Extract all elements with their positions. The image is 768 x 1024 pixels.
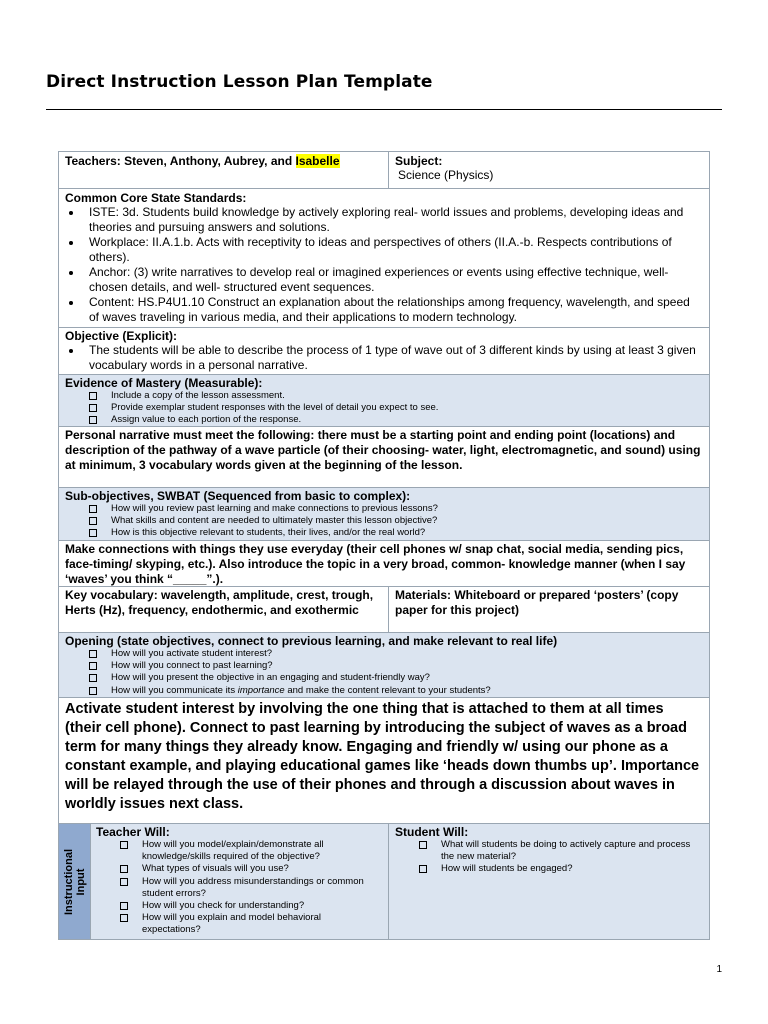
materials-label: Materials: (395, 588, 455, 602)
subobjectives-response-row (59, 540, 709, 586)
list-item: The students will be able to describe the process of 1 type of wave out of 3 different kinds by using at least 3 given vocabulary words in a personal narrative. (65, 343, 703, 373)
list-item: Workplace: II.A.1.b. Acts with receptivity to ideas and perspectives of others (II.A.-b. Respects contributions of others). (65, 235, 703, 265)
list-item: How will you check for understanding? (120, 900, 382, 912)
teachers-cell (59, 152, 389, 188)
opening-list (65, 648, 703, 697)
mastery-row (59, 374, 709, 426)
student-will-cell (389, 824, 709, 939)
side-label-line2: Input (74, 868, 87, 895)
checkbox-square-icon (419, 841, 427, 849)
checkbox-square-icon (120, 878, 128, 886)
objective-heading: Objective (Explicit): (65, 329, 178, 343)
subject-label: Subject: (395, 154, 443, 168)
teachers-label: Teachers: Steven, Anthony, Aubrey, and (65, 154, 296, 168)
objective-list (65, 343, 703, 373)
instructional-input-side-label (59, 824, 91, 939)
list-item: How will you communicate its importance and make the content relevant to your students? (89, 685, 703, 697)
checkbox-square-icon (89, 416, 97, 424)
standards-list (65, 205, 703, 325)
materials-text: Whiteboard or prepared ‘posters’ (copy paper for this project) (395, 588, 679, 617)
document-title: Direct Instruction Lesson Plan Template (46, 72, 433, 92)
checkbox-square-icon (419, 865, 427, 873)
checkbox-square-icon (89, 687, 97, 695)
bullet-icon (69, 241, 73, 245)
list-item: How will you explain and model behavioral expectations? (120, 912, 382, 936)
checkbox-square-icon (120, 841, 128, 849)
subobjectives-heading: Sub-objectives, SWBAT (Sequenced from basic to complex): (65, 489, 411, 503)
teacher-will-list (96, 839, 382, 937)
subobjectives-list (65, 503, 703, 540)
checkbox-square-icon (89, 674, 97, 682)
list-item: Include a copy of the lesson assessment. (89, 390, 703, 402)
highlighted-teacher-name: Isabelle (295, 154, 340, 168)
list-item: Content: HS.P4U1.10 Construct an explanation about the relationships among frequency, wavelength, and speed of waves traveling in various media, and their applications to modern technology. (65, 295, 703, 325)
list-item: Provide exemplar student responses with the level of detail you expect to see. (89, 402, 703, 414)
list-item: How will you present the objective in an engaging and student-friendly way? (89, 672, 703, 684)
bullet-icon (69, 349, 73, 353)
opening-response: Activate student interest by involving the one thing that is attached to them at all times (their cell phone). Connect to past learning by introducing the subject of waves as a broad term for many things they already know. Engaging and friendly w/ using our phone as a constant example, and playing educational games like ‘heads down thumbs up’. Importance will be relayed through the use of their phones and through a discussion about waves in worldly issues next class. (65, 701, 700, 812)
teacher-will-cell (91, 824, 389, 939)
list-item: How is this objective relevant to students, their lives, and/or the real world? (89, 527, 703, 539)
teachers-subject-row (59, 152, 709, 188)
checkbox-square-icon (89, 505, 97, 513)
student-will-list (395, 839, 703, 876)
subobjectives-row (59, 487, 709, 540)
standards-row (59, 188, 709, 327)
list-item: ISTE: 3d. Students build knowledge by actively exploring real- world issues and problems, developing ideas and theories and pursuing answers and solutions. (65, 205, 703, 235)
list-item: What will students be doing to actively capture and process the new material? (419, 839, 703, 863)
mastery-list (65, 390, 703, 427)
opening-heading: Opening (state objectives, connect to previous learning, and make relevant to real life) (65, 634, 558, 648)
list-item: How will students be engaged? (419, 863, 703, 875)
opening-response-row (59, 697, 709, 823)
checkbox-square-icon (120, 914, 128, 922)
side-label-line1: Instructional (62, 848, 75, 915)
checkbox-square-icon (89, 404, 97, 412)
objective-row (59, 327, 709, 374)
list-item: What skills and content are needed to ultimately master this lesson objective? (89, 515, 703, 527)
checkbox-square-icon (89, 529, 97, 537)
checkbox-square-icon (89, 517, 97, 525)
bullet-icon (69, 271, 73, 275)
student-will-heading: Student Will: (395, 825, 469, 839)
checkbox-square-icon (89, 662, 97, 670)
bullet-icon (69, 301, 73, 305)
importance-emphasis: importance (237, 684, 285, 696)
checkbox-square-icon (120, 865, 128, 873)
list-item: How will you review past learning and make connections to previous lessons? (89, 503, 703, 515)
list-item: Assign value to each portion of the response. (89, 414, 703, 426)
instructional-input-row (59, 823, 709, 939)
mastery-heading: Evidence of Mastery (Measurable): (65, 376, 263, 390)
standards-heading: Common Core State Standards: (65, 191, 247, 205)
lesson-plan-table (58, 151, 710, 940)
subject-cell (389, 152, 709, 188)
vocabulary-cell (59, 587, 389, 632)
checkbox-square-icon (89, 392, 97, 400)
vocabulary-materials-row (59, 586, 709, 632)
list-item: Anchor: (3) write narratives to develop real or imagined experiences or events using effective technique, well-chosen details, and well- structured event sequences. (65, 265, 703, 295)
subobjectives-response: Make connections with things they use everyday (their cell phones w/ snap chat, social media, sending pics, face-timing/ skyping, etc.). Also introduce the topic in a very broad, common- knowledge manner (when I say ‘waves’ you think “_____”.). (65, 542, 686, 586)
bullet-icon (69, 211, 73, 215)
checkbox-square-icon (89, 650, 97, 658)
teacher-will-heading: Teacher Will: (96, 825, 170, 839)
list-item: How will you activate student interest? (89, 648, 703, 660)
list-item: How will you model/explain/demonstrate all knowledge/skills required of the objective? (120, 839, 382, 863)
materials-cell (389, 587, 709, 632)
mastery-response-row (59, 426, 709, 487)
opening-row (59, 632, 709, 697)
checkbox-square-icon (120, 902, 128, 910)
mastery-response: Personal narrative must meet the following: there must be a starting point and ending point (locations) and description of the pathway of a wave particle (of their choosing- water, light, electromagnetic, and sound) using at minimum, 3 vocabulary words given at the beginning of the lesson. (65, 428, 701, 472)
title-divider (46, 109, 722, 110)
vocabulary-text: Key vocabulary: wavelength, amplitude, crest, trough, Herts (Hz), frequency, endothermic, and exothermic (65, 588, 374, 617)
list-item: How will you connect to past learning? (89, 660, 703, 672)
subject-value: Science (Physics) (398, 168, 494, 182)
page-number: 1 (716, 964, 722, 975)
list-item: What types of visuals will you use? (120, 863, 382, 875)
list-item: How will you address misunderstandings or common student errors? (120, 876, 382, 900)
